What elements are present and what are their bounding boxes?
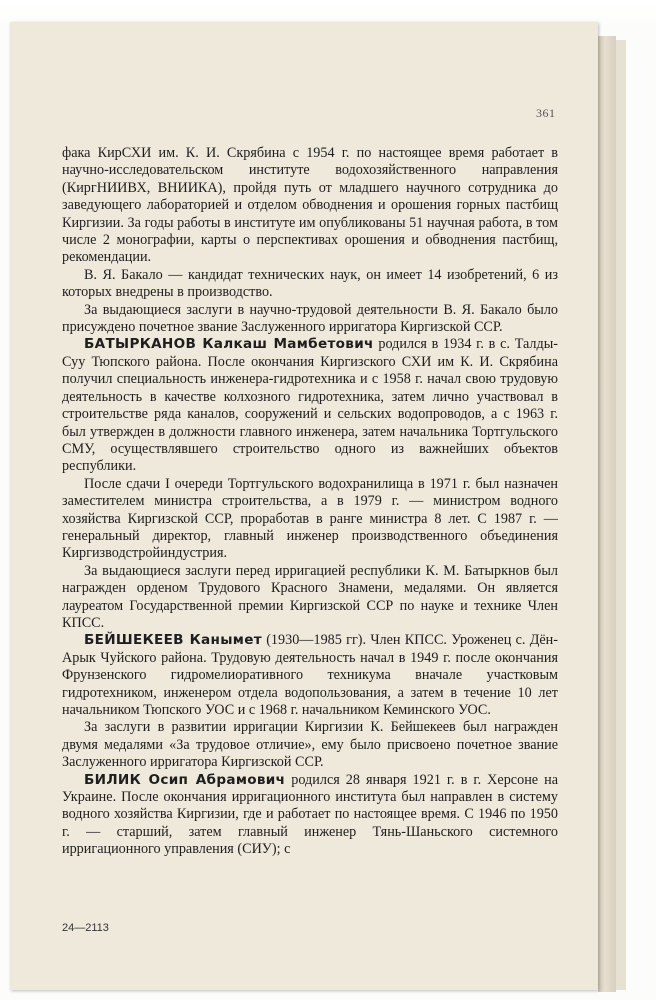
entry-name: БАТЫРКАНОВ Калкаш Мамбетович <box>84 336 374 353</box>
paragraph <box>62 772 558 859</box>
paragraph-text: фака КирСХИ им. К. И. Скрябина с 1954 г. по настоящее время работает в научно-исследовательском институте водохозяйственного направления (КиргНИИВХ, ВНИИКА), пройдя путь от младшего научного сотрудника до заведующего лабораторией и отделом обводнения и орошения горных пастбищ Киргизии. За годы работы в институте им опубликованы 51 научная работа, в том числе 2 монографии, карты о перспективах орошения и обводнения пастбищ, рекомендации. <box>62 145 558 266</box>
paragraph <box>62 267 558 302</box>
paragraph-text: За выдающиеся заслуги в научно-трудовой деятельности В. Я. Бакало было присуждено почетное звание Заслуженного ирригатора Киргизской ССР. <box>62 301 558 336</box>
paragraph <box>62 302 558 337</box>
entry-name: БЕЙШЕКЕЕВ Канымет <box>84 632 262 649</box>
paragraph-text: За выдающиеся заслуги перед ирригацией республики К. М. Батыркнов был награжден орденом Трудового Красного Знамени, медалями. Он является лауреатом Государственной премии Киргизской ССР по науке и технике Член КПСС. <box>62 562 558 631</box>
page-fold-edge <box>616 40 626 990</box>
signature-mark: 24—2113 <box>62 922 109 934</box>
paragraph <box>62 719 558 771</box>
paragraph-text: родился 28 января 1921 г. в г. Херсоне на Украине. После окончания ирригационного института был направлен в систему водного хозяйства Киргизии, где и работает по настоящее время. С 1946 по 1950 г. — старший, затем главный инженер Тянь-Шаньского системного ирригационного управления (СИУ); с <box>62 771 558 858</box>
paragraph-text: родился в 1934 г. в с. Талды-Суу Тюпского района. После окончания Киргизского СХИ им К. И. Скрябина получил специальность инженера-гидротехника и с 1958 г. начал свою трудовую деятельность в качестве колхозного гидротехника, затем лично участвовал в строительстве ряда каналов, сооружений и сельских водопроводов, а с 1963 г. был утвержден в должности главного инженера, затем начальника Тортгульского СМУ, осуществлявшего строительство одного из важнейших объектов республики. <box>62 336 558 475</box>
paragraph <box>62 336 558 475</box>
paragraph <box>62 563 558 633</box>
paragraph-text: После сдачи I очереди Тортгульского водохранилища в 1971 г. был назначен заместителем министра строительства, а в 1979 г. — министром водного хозяйства Киргизской ССР, проработав в ранге министра 8 лет. С 1987 г. — генеральный директор, главный инженер производственного объединения Киргизводстройиндустрия. <box>62 475 558 562</box>
paragraph <box>62 632 558 719</box>
paragraph <box>62 145 558 267</box>
paragraph-text: (1930—1985 гг). Член КПСС. Уроженец с. Дён-Арык Чуйского района. Трудовую деятельность начал в 1949 г. после окончания Фрунзенского гидромелиоративного техникума вначале участковым гидротехником, инженером отдела водопользования, а затем в течение 10 лет начальником Тюпского УОС и с 1968 г. начальником Кеминского УОС. <box>62 632 558 718</box>
entry-name: БИЛИК Осип Абрамович <box>84 771 286 788</box>
paragraph <box>62 476 558 563</box>
body-text <box>62 145 558 859</box>
page-fold <box>598 36 616 992</box>
paragraph-text: За заслуги в развитии ирригации Киргизии К. Бейшекеев был награжден двумя медалями «За трудовое отличие», ему было присвоено почетное звание Заслуженного ирригатора Киргизской ССР. <box>62 719 558 771</box>
page-number: 361 <box>536 106 556 120</box>
paragraph-text: В. Я. Бакало — кандидат технических наук, он имеет 14 изобретений, 6 из которых внедрены в производство. <box>62 266 558 301</box>
